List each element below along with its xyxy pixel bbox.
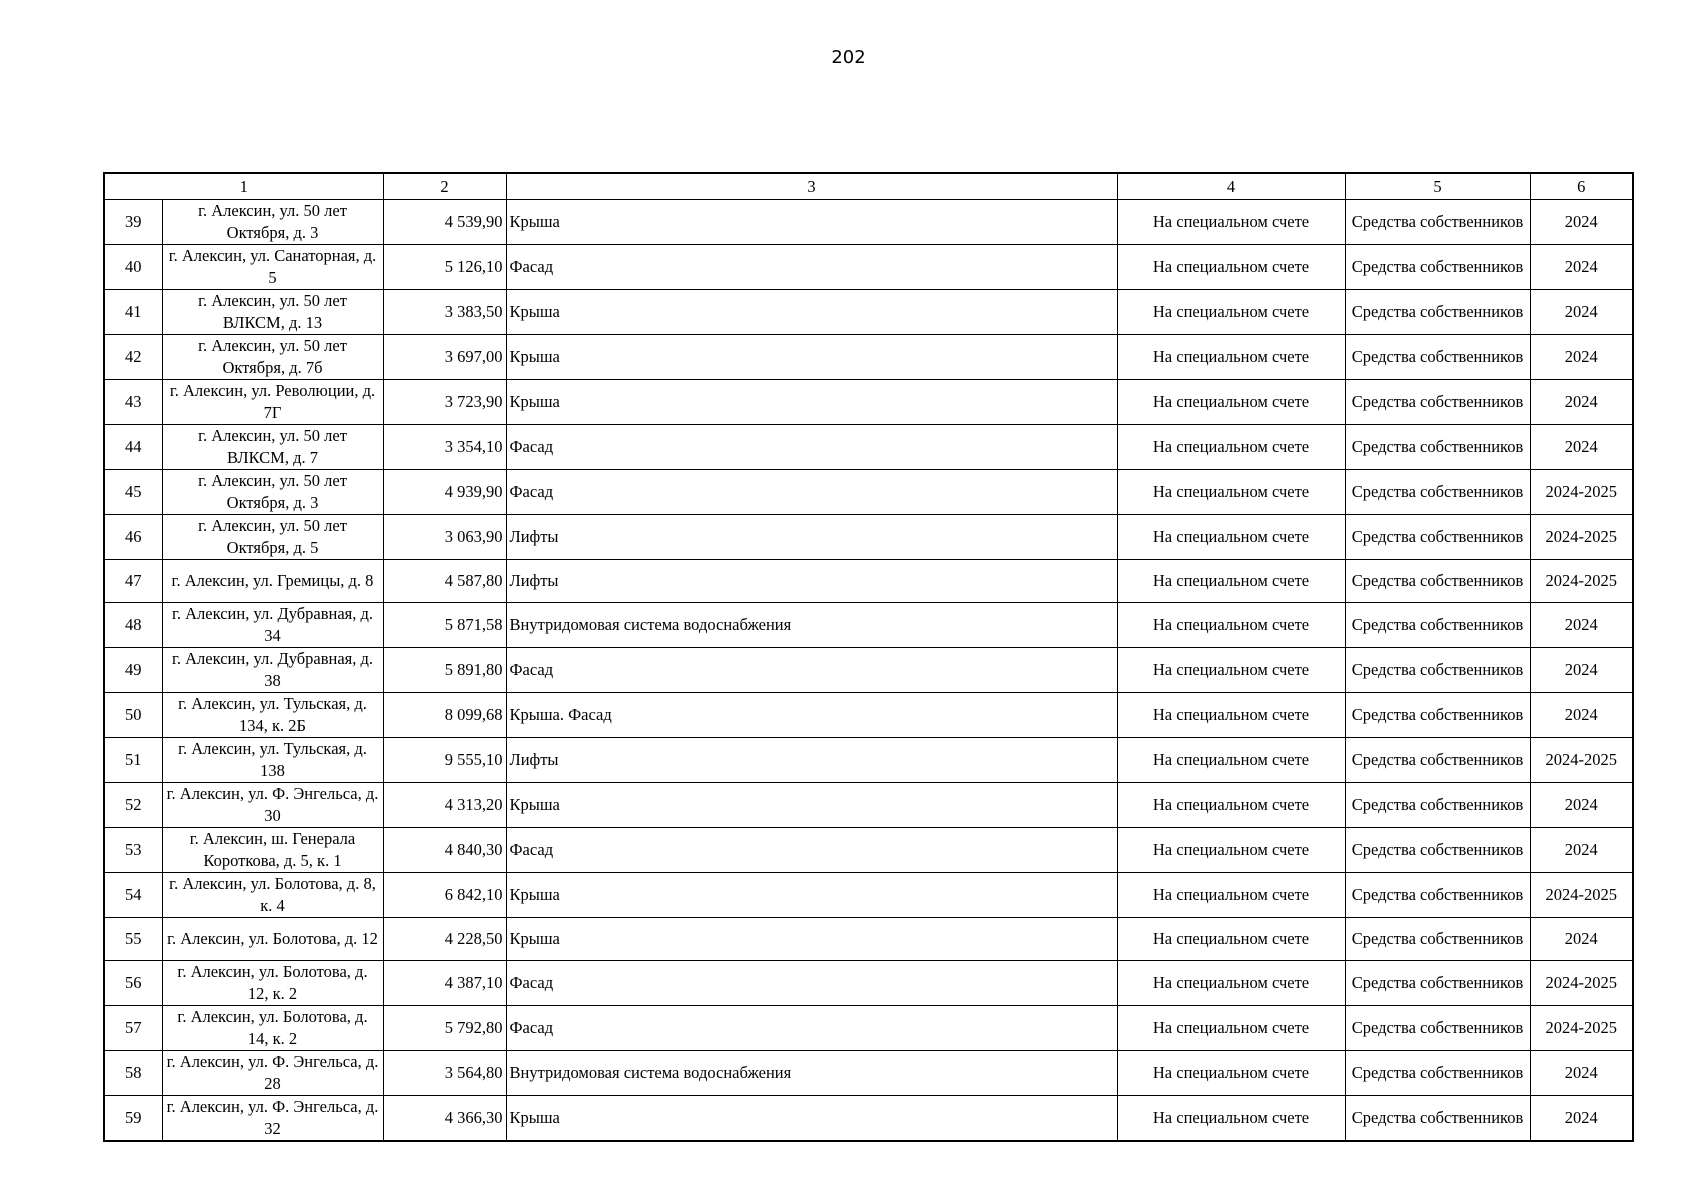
account-cell: На специальном счете — [1117, 200, 1345, 245]
account-cell: На специальном счете — [1117, 648, 1345, 693]
address-cell: г. Алексин, ул. Ф. Энгельса, д. 32 — [162, 1096, 383, 1142]
row-number: 42 — [104, 335, 162, 380]
area-cell: 4 366,30 — [383, 1096, 506, 1142]
address-cell: г. Алексин, ул. Болотова, д. 14, к. 2 — [162, 1006, 383, 1051]
area-cell: 5 871,58 — [383, 603, 506, 648]
area-cell: 4 539,90 — [383, 200, 506, 245]
funding-source-cell: Средства собственников — [1345, 515, 1530, 560]
funding-source-cell: Средства собственников — [1345, 245, 1530, 290]
table-row — [104, 1006, 1633, 1051]
year-cell: 2024 — [1530, 693, 1633, 738]
table-row — [104, 515, 1633, 560]
column-header-2: 2 — [383, 173, 506, 200]
address-cell: г. Алексин, ш. Генерала Короткова, д. 5, к. 1 — [162, 828, 383, 873]
area-cell: 9 555,10 — [383, 738, 506, 783]
row-number: 59 — [104, 1096, 162, 1142]
work-type-cell: Крыша — [506, 200, 1117, 245]
row-number: 43 — [104, 380, 162, 425]
year-cell: 2024 — [1530, 783, 1633, 828]
address-cell: г. Алексин, ул. Тульская, д. 134, к. 2Б — [162, 693, 383, 738]
year-cell: 2024-2025 — [1530, 961, 1633, 1006]
address-cell: г. Алексин, ул. 50 лет Октября, д. 3 — [162, 200, 383, 245]
column-header-6: 6 — [1530, 173, 1633, 200]
table-row — [104, 783, 1633, 828]
work-type-cell: Крыша — [506, 918, 1117, 961]
table-row — [104, 245, 1633, 290]
work-type-cell: Крыша — [506, 1096, 1117, 1142]
funding-source-cell: Средства собственников — [1345, 1096, 1530, 1142]
address-cell: г. Алексин, ул. Болотова, д. 12 — [162, 918, 383, 961]
funding-source-cell: Средства собственников — [1345, 738, 1530, 783]
row-number: 49 — [104, 648, 162, 693]
account-cell: На специальном счете — [1117, 515, 1345, 560]
column-header-3: 3 — [506, 173, 1117, 200]
address-cell: г. Алексин, ул. Болотова, д. 12, к. 2 — [162, 961, 383, 1006]
row-number: 50 — [104, 693, 162, 738]
account-cell: На специальном счете — [1117, 470, 1345, 515]
row-number: 58 — [104, 1051, 162, 1096]
work-type-cell: Внутридомовая система водоснабжения — [506, 603, 1117, 648]
account-cell: На специальном счете — [1117, 1051, 1345, 1096]
table-row — [104, 380, 1633, 425]
account-cell: На специальном счете — [1117, 738, 1345, 783]
funding-source-cell: Средства собственников — [1345, 961, 1530, 1006]
funding-source-cell: Средства собственников — [1345, 290, 1530, 335]
work-type-cell: Крыша — [506, 290, 1117, 335]
area-cell: 3 063,90 — [383, 515, 506, 560]
table-row — [104, 961, 1633, 1006]
account-cell: На специальном счете — [1117, 783, 1345, 828]
funding-source-cell: Средства собственников — [1345, 783, 1530, 828]
column-header-1: 1 — [104, 173, 383, 200]
address-cell: г. Алексин, ул. Дубравная, д. 38 — [162, 648, 383, 693]
year-cell: 2024-2025 — [1530, 470, 1633, 515]
row-number: 57 — [104, 1006, 162, 1051]
area-cell: 4 387,10 — [383, 961, 506, 1006]
account-cell: На специальном счете — [1117, 828, 1345, 873]
table-row — [104, 1096, 1633, 1142]
area-cell: 4 587,80 — [383, 560, 506, 603]
funding-source-cell: Средства собственников — [1345, 828, 1530, 873]
address-cell: г. Алексин, ул. Революции, д. 7Г — [162, 380, 383, 425]
address-cell: г. Алексин, ул. Санаторная, д. 5 — [162, 245, 383, 290]
row-number: 41 — [104, 290, 162, 335]
funding-source-cell: Средства собственников — [1345, 335, 1530, 380]
row-number: 45 — [104, 470, 162, 515]
work-type-cell: Крыша — [506, 335, 1117, 380]
funding-source-cell: Средства собственников — [1345, 200, 1530, 245]
row-number: 44 — [104, 425, 162, 470]
work-type-cell: Фасад — [506, 1006, 1117, 1051]
row-number: 55 — [104, 918, 162, 961]
year-cell: 2024 — [1530, 200, 1633, 245]
table-row — [104, 738, 1633, 783]
row-number: 52 — [104, 783, 162, 828]
account-cell: На специальном счете — [1117, 1006, 1345, 1051]
area-cell: 4 313,20 — [383, 783, 506, 828]
address-cell: г. Алексин, ул. Ф. Энгельса, д. 28 — [162, 1051, 383, 1096]
table-row — [104, 290, 1633, 335]
funding-source-cell: Средства собственников — [1345, 648, 1530, 693]
area-cell: 3 697,00 — [383, 335, 506, 380]
header-row — [104, 173, 1633, 200]
table-row — [104, 200, 1633, 245]
address-cell: г. Алексин, ул. Болотова, д. 8, к. 4 — [162, 873, 383, 918]
work-type-cell: Фасад — [506, 245, 1117, 290]
work-type-cell: Крыша — [506, 873, 1117, 918]
table-row — [104, 470, 1633, 515]
table-row — [104, 603, 1633, 648]
column-header-5: 5 — [1345, 173, 1530, 200]
area-cell: 4 939,90 — [383, 470, 506, 515]
table-row — [104, 693, 1633, 738]
address-cell: г. Алексин, ул. Гремицы, д. 8 — [162, 560, 383, 603]
address-cell: г. Алексин, ул. 50 лет Октября, д. 5 — [162, 515, 383, 560]
account-cell: На специальном счете — [1117, 335, 1345, 380]
account-cell: На специальном счете — [1117, 425, 1345, 470]
work-type-cell: Фасад — [506, 828, 1117, 873]
year-cell: 2024 — [1530, 603, 1633, 648]
year-cell: 2024 — [1530, 918, 1633, 961]
year-cell: 2024 — [1530, 648, 1633, 693]
address-cell: г. Алексин, ул. 50 лет ВЛКСМ, д. 13 — [162, 290, 383, 335]
funding-source-cell: Средства собственников — [1345, 1006, 1530, 1051]
area-cell: 3 383,50 — [383, 290, 506, 335]
work-type-cell: Фасад — [506, 425, 1117, 470]
funding-source-cell: Средства собственников — [1345, 380, 1530, 425]
address-cell: г. Алексин, ул. Дубравная, д. 34 — [162, 603, 383, 648]
funding-source-cell: Средства собственников — [1345, 603, 1530, 648]
account-cell: На специальном счете — [1117, 693, 1345, 738]
area-cell: 4 840,30 — [383, 828, 506, 873]
year-cell: 2024-2025 — [1530, 1006, 1633, 1051]
work-type-cell: Лифты — [506, 560, 1117, 603]
table-row — [104, 335, 1633, 380]
year-cell: 2024 — [1530, 828, 1633, 873]
work-type-cell: Фасад — [506, 648, 1117, 693]
year-cell: 2024 — [1530, 245, 1633, 290]
area-cell: 4 228,50 — [383, 918, 506, 961]
account-cell: На специальном счете — [1117, 873, 1345, 918]
funding-source-cell: Средства собственников — [1345, 425, 1530, 470]
year-cell: 2024-2025 — [1530, 873, 1633, 918]
work-type-cell: Крыша — [506, 783, 1117, 828]
table-row — [104, 560, 1633, 603]
table-row — [104, 425, 1633, 470]
account-cell: На специальном счете — [1117, 560, 1345, 603]
row-number: 51 — [104, 738, 162, 783]
account-cell: На специальном счете — [1117, 918, 1345, 961]
funding-source-cell: Средства собственников — [1345, 1051, 1530, 1096]
page-number: 202 — [831, 47, 866, 68]
repair-program-table — [103, 172, 1634, 1142]
year-cell: 2024 — [1530, 335, 1633, 380]
table-row — [104, 1051, 1633, 1096]
year-cell: 2024 — [1530, 380, 1633, 425]
account-cell: На специальном счете — [1117, 603, 1345, 648]
column-header-4: 4 — [1117, 173, 1345, 200]
area-cell: 3 723,90 — [383, 380, 506, 425]
table-row — [104, 873, 1633, 918]
area-cell: 5 891,80 — [383, 648, 506, 693]
account-cell: На специальном счете — [1117, 1096, 1345, 1142]
funding-source-cell: Средства собственников — [1345, 873, 1530, 918]
funding-source-cell: Средства собственников — [1345, 918, 1530, 961]
row-number: 48 — [104, 603, 162, 648]
table-row — [104, 648, 1633, 693]
area-cell: 5 126,10 — [383, 245, 506, 290]
area-cell: 8 099,68 — [383, 693, 506, 738]
year-cell: 2024 — [1530, 290, 1633, 335]
year-cell: 2024 — [1530, 1096, 1633, 1142]
area-cell: 3 564,80 — [383, 1051, 506, 1096]
address-cell: г. Алексин, ул. Тульская, д. 138 — [162, 738, 383, 783]
table-row — [104, 918, 1633, 961]
table-body — [104, 200, 1633, 1142]
row-number: 46 — [104, 515, 162, 560]
account-cell: На специальном счете — [1117, 245, 1345, 290]
table-row — [104, 828, 1633, 873]
work-type-cell: Фасад — [506, 470, 1117, 515]
work-type-cell: Крыша. Фасад — [506, 693, 1117, 738]
row-number: 47 — [104, 560, 162, 603]
area-cell: 5 792,80 — [383, 1006, 506, 1051]
work-type-cell: Лифты — [506, 738, 1117, 783]
work-type-cell: Крыша — [506, 380, 1117, 425]
work-type-cell: Лифты — [506, 515, 1117, 560]
account-cell: На специальном счете — [1117, 290, 1345, 335]
address-cell: г. Алексин, ул. 50 лет Октября, д. 7б — [162, 335, 383, 380]
address-cell: г. Алексин, ул. 50 лет Октября, д. 3 — [162, 470, 383, 515]
account-cell: На специальном счете — [1117, 380, 1345, 425]
row-number: 54 — [104, 873, 162, 918]
year-cell: 2024-2025 — [1530, 560, 1633, 603]
row-number: 53 — [104, 828, 162, 873]
address-cell: г. Алексин, ул. Ф. Энгельса, д. 30 — [162, 783, 383, 828]
row-number: 39 — [104, 200, 162, 245]
row-number: 40 — [104, 245, 162, 290]
year-cell: 2024-2025 — [1530, 738, 1633, 783]
row-number: 56 — [104, 961, 162, 1006]
year-cell: 2024 — [1530, 425, 1633, 470]
account-cell: На специальном счете — [1117, 961, 1345, 1006]
address-cell: г. Алексин, ул. 50 лет ВЛКСМ, д. 7 — [162, 425, 383, 470]
area-cell: 3 354,10 — [383, 425, 506, 470]
funding-source-cell: Средства собственников — [1345, 693, 1530, 738]
funding-source-cell: Средства собственников — [1345, 560, 1530, 603]
year-cell: 2024-2025 — [1530, 515, 1633, 560]
funding-source-cell: Средства собственников — [1345, 470, 1530, 515]
year-cell: 2024 — [1530, 1051, 1633, 1096]
area-cell: 6 842,10 — [383, 873, 506, 918]
work-type-cell: Фасад — [506, 961, 1117, 1006]
work-type-cell: Внутридомовая система водоснабжения — [506, 1051, 1117, 1096]
